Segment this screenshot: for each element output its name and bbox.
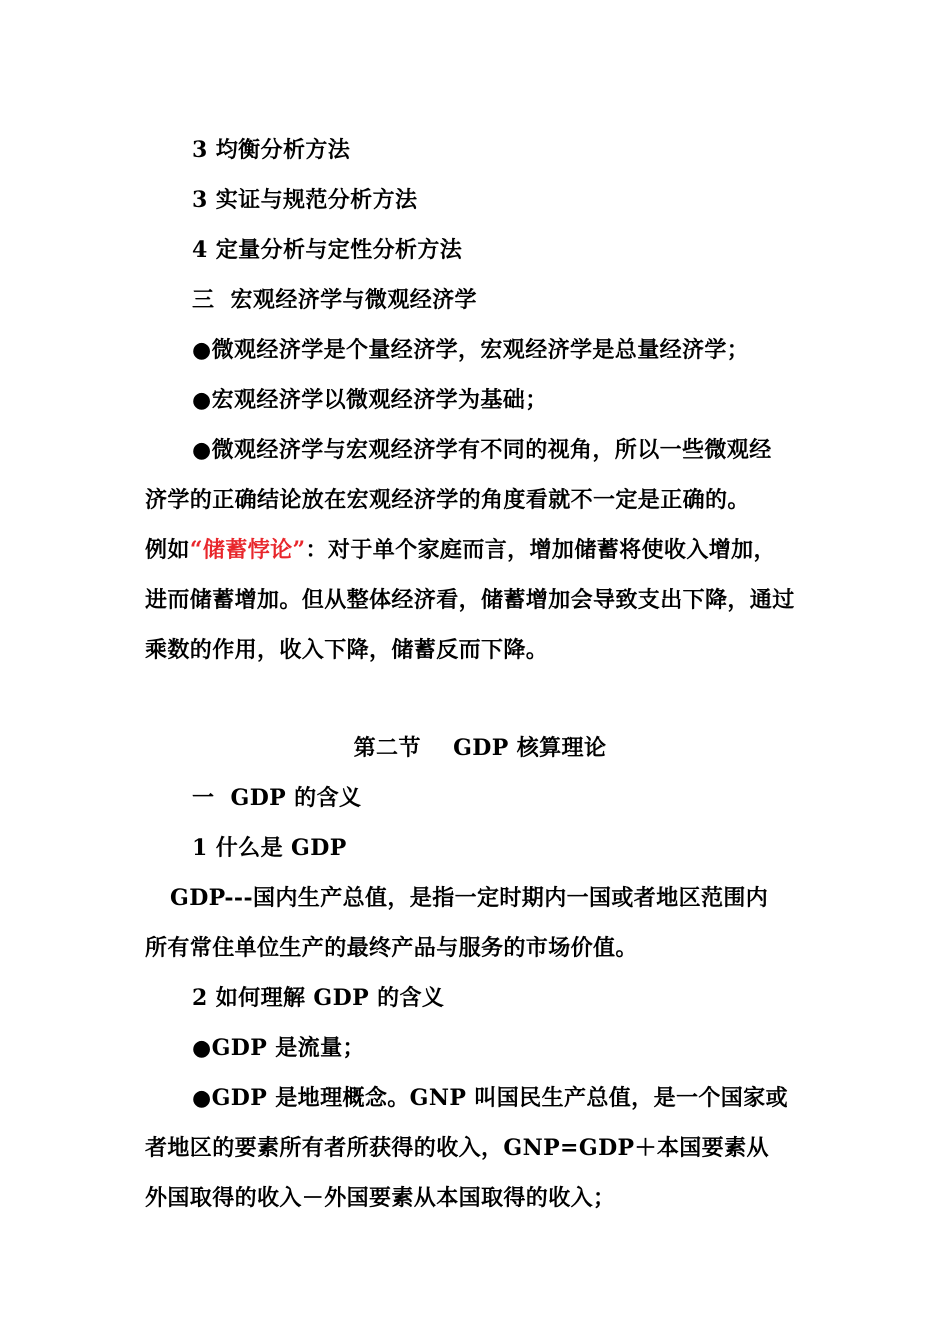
list-item-quantitative-method: 4 定量分析与定性分析方法	[192, 237, 463, 263]
bullet-different-perspective-line-5: 乘数的作用，收入下降，储蓄反而下降。	[145, 637, 549, 663]
heading-gdp-meaning: 一 GDP 的含义	[192, 785, 362, 811]
bullet-gdp-geographic-line-1: ●GDP 是地理概念。GNP 叫国民生产总值，是一个国家或	[192, 1085, 788, 1111]
bullet-micro-vs-macro: ●微观经济学是个量经济学，宏观经济学是总量经济学；	[192, 337, 750, 363]
subheading-what-is-gdp: 1 什么是 GDP	[192, 835, 347, 861]
bullet-gdp-geographic-line-2: 者地区的要素所有者所获得的收入，GNP=GDP＋本国要素从	[145, 1135, 769, 1161]
gdp-definition-line-2: 所有常住单位生产的最终产品与服务的市场价值。	[145, 935, 638, 961]
heading-macro-micro: 三 宏观经济学与微观经济学	[192, 287, 477, 313]
section-title-gdp-accounting: 第二节 GDP 核算理论	[353, 735, 607, 761]
gdp-definition-line-1: GDP---国内生产总值，是指一定时期内一国或者地区范围内	[170, 885, 769, 911]
bullet-gdp-is-flow: ●GDP 是流量；	[192, 1035, 365, 1061]
bullet-different-perspective-line-2: 济学的正确结论放在宏观经济学的角度看就不一定是正确的。	[145, 487, 750, 513]
example-suffix: ：对于单个家庭而言，增加储蓄将使收入增加，	[305, 537, 776, 563]
subheading-how-to-understand-gdp: 2 如何理解 GDP 的含义	[192, 985, 445, 1011]
bullet-gdp-geographic-line-3: 外国取得的收入－外国要素从本国取得的收入；	[145, 1185, 616, 1211]
example-prefix: 例如	[145, 537, 190, 563]
bullet-macro-based-on-micro: ●宏观经济学以微观经济学为基础；	[192, 387, 548, 413]
list-item-equilibrium-method: 3 均衡分析方法	[192, 137, 351, 163]
list-item-positive-normative-method: 3 实证与规范分析方法	[192, 187, 418, 213]
bullet-different-perspective-line-3	[145, 535, 815, 565]
bullet-different-perspective-line-1: ●微观经济学与宏观经济学有不同的视角，所以一些微观经	[192, 437, 772, 463]
savings-paradox-term: “储蓄悖论”	[189, 537, 306, 563]
bullet-different-perspective-line-4: 进而储蓄增加。但从整体经济看，储蓄增加会导致支出下降，通过	[145, 587, 795, 613]
